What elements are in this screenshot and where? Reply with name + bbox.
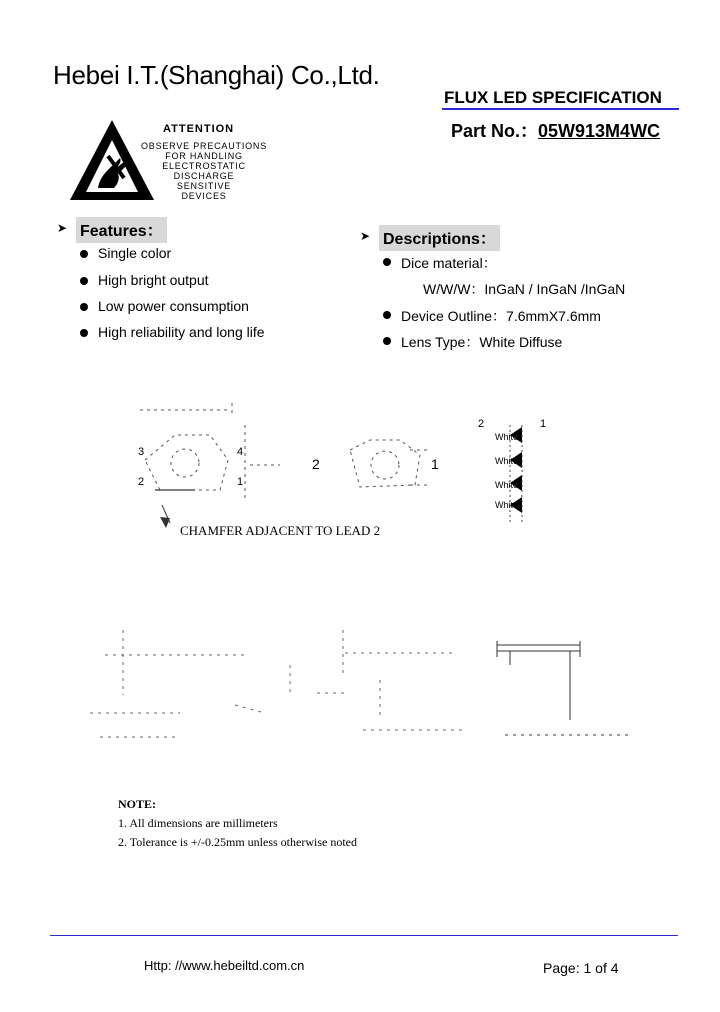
- note-item: 1. All dimensions are millimeters: [118, 816, 278, 830]
- pin-label: 1: [540, 418, 547, 430]
- section-arrow-icon: ➤: [57, 221, 68, 235]
- led-color-label: White: [495, 500, 519, 510]
- description-item: Dice material：: [401, 255, 497, 271]
- led-color-label: White: [495, 480, 519, 490]
- bullet-icon: [80, 303, 88, 311]
- bullet-icon: [383, 337, 391, 345]
- footer-rule: [50, 935, 678, 936]
- part-number-label: Part No.：: [451, 121, 539, 141]
- chamfer-note: CHAMFER ADJACENT TO LEAD 2: [180, 523, 381, 538]
- header-rule: [442, 108, 679, 110]
- attention-line: OBSERVE PRECAUTIONS: [140, 141, 268, 151]
- attention-line: ELECTROSTATIC: [162, 161, 246, 171]
- attention-title: ATTENTION: [163, 123, 235, 135]
- pin-label: 3: [138, 446, 145, 458]
- led-color-label: White: [495, 432, 519, 442]
- section-arrow-icon: ➤: [360, 229, 371, 243]
- description-item: W/W/W：InGaN / InGaN /InGaN: [423, 281, 626, 297]
- led-color-label: White: [495, 456, 519, 466]
- note-title: NOTE:: [118, 797, 157, 811]
- part-number-line: [451, 117, 660, 143]
- pin-label: 2: [312, 456, 320, 472]
- pin-label: 1: [431, 456, 439, 472]
- attention-line: SENSITIVE: [176, 181, 232, 191]
- feature-item: High bright output: [98, 272, 209, 288]
- bullet-icon: [80, 250, 88, 258]
- dimension-drawing: [85, 625, 645, 750]
- pin-label: 1: [237, 476, 244, 488]
- attention-line: FOR HANDLING: [165, 151, 243, 161]
- spec-title: FLUX LED SPECIFICATION: [444, 88, 662, 107]
- bullet-icon: [80, 277, 88, 285]
- pin-label: 2: [138, 476, 145, 488]
- feature-item: Low power consumption: [98, 298, 249, 314]
- pin-label: 4: [237, 446, 244, 458]
- feature-item: Single color: [98, 245, 172, 261]
- feature-item: High reliability and long life: [98, 324, 265, 340]
- attention-line: DISCHARGE: [173, 171, 235, 181]
- part-number: 05W913M4WC: [538, 121, 661, 141]
- page-number: Page: 1 of 4: [543, 960, 619, 976]
- footer-url: Http: //www.hebeiltd.com.cn: [144, 958, 305, 973]
- description-item: Lens Type：White Diffuse: [401, 334, 563, 350]
- description-item: Device Outline：7.6mmX7.6mm: [401, 308, 601, 324]
- pin-label: 2: [478, 418, 485, 430]
- features-heading: Features：: [76, 217, 167, 243]
- descriptions-heading: Descriptions：: [379, 225, 500, 251]
- note-item: 2. Tolerance is +/-0.25mm unless otherwise noted: [118, 835, 357, 849]
- bullet-icon: [80, 329, 88, 337]
- bullet-icon: [383, 311, 391, 319]
- bullet-icon: [383, 258, 391, 266]
- company-name: Hebei I.T.(Shanghai) Co.,Ltd.: [53, 60, 380, 90]
- attention-line: DEVICES: [181, 191, 227, 201]
